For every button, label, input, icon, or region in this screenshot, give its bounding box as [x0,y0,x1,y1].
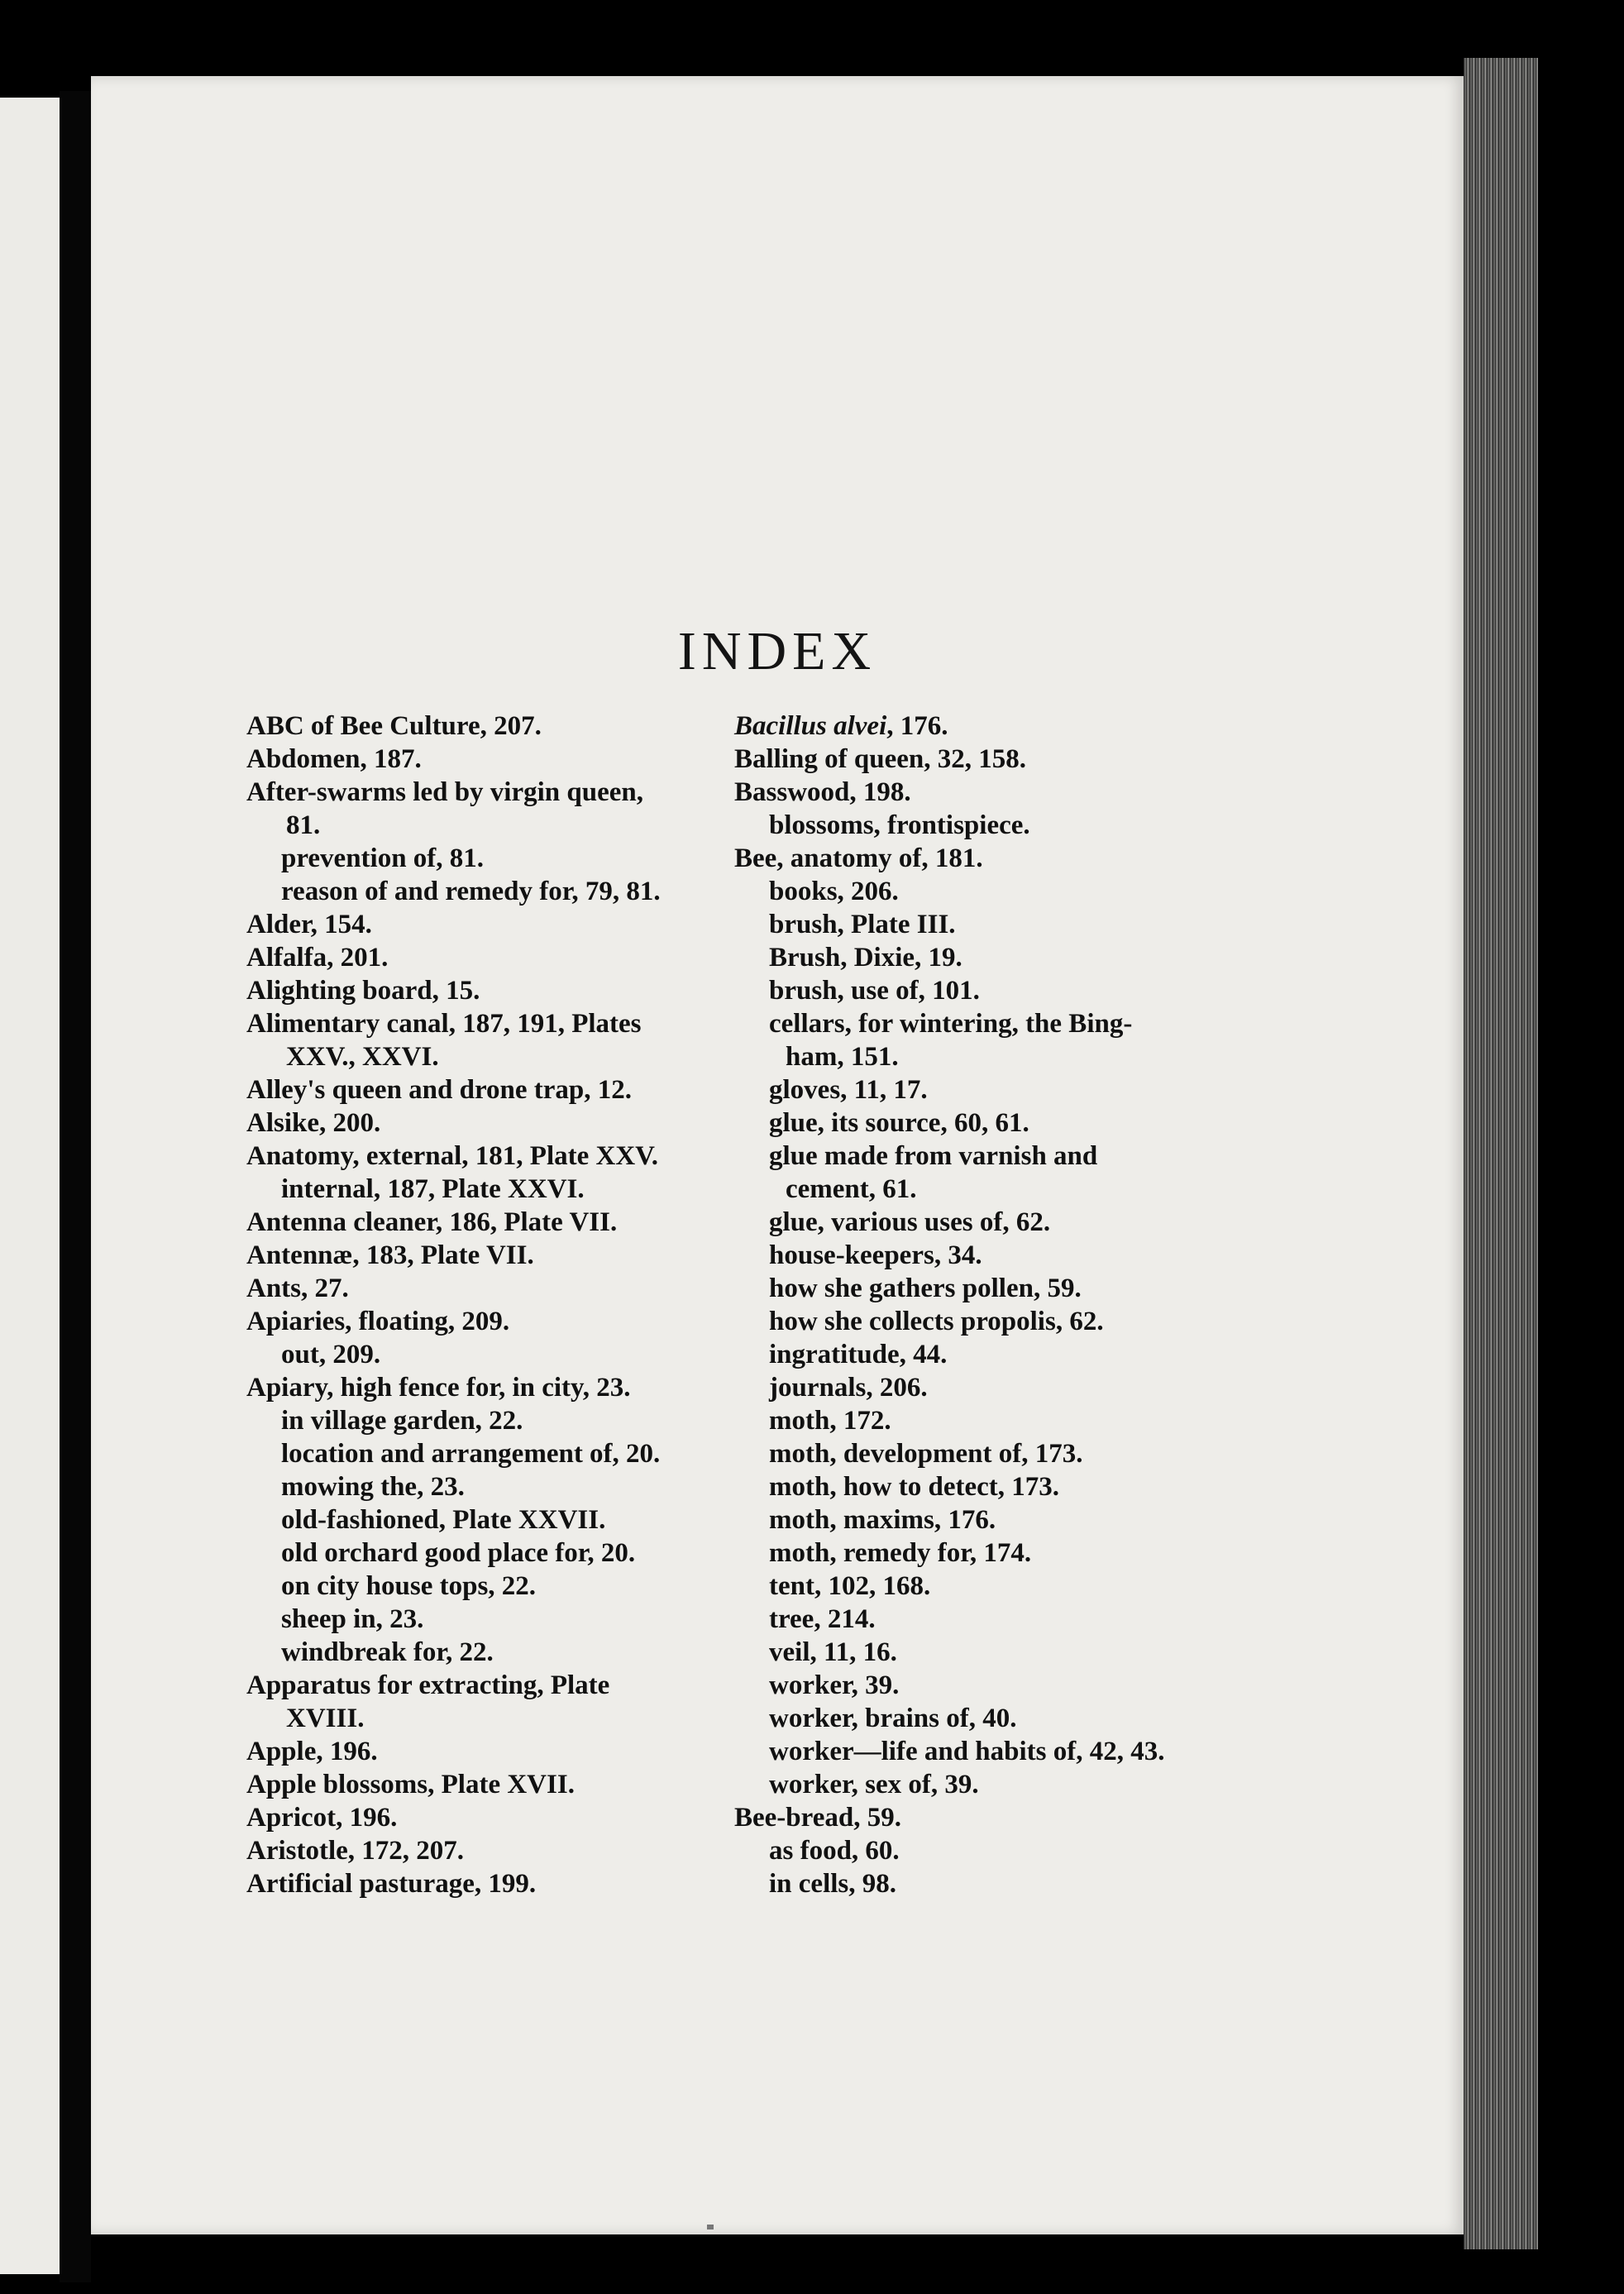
index-entry: on city house tops, 22. [281,1571,537,1601]
index-entry: cellars, for wintering, the Bing- [769,1009,1133,1039]
index-entry: reason of and remedy for, 79, 81. [281,877,661,906]
index-entry: Abdomen, 187. [246,744,422,774]
index-entry: books, 206. [769,877,899,906]
index-entry: Brush, Dixie, 19. [769,943,962,973]
index-entry: windbreak for, 22. [281,1637,494,1667]
index-entry [734,710,1247,743]
index-entry: worker, brains of, 40. [769,1704,1017,1733]
index-entry: 81. [286,810,321,840]
index-column-right [734,710,1247,1900]
index-entry-pages: , 176. [886,711,948,741]
index-entry: cement, 61. [786,1174,917,1204]
index-entry: glue, various uses of, 62. [769,1207,1051,1237]
index-entry: blossoms, frontispiece. [769,810,1030,840]
index-entry: mowing the, 23. [281,1472,465,1502]
index-entry: Alimentary canal, 187, 191, Plates [246,1009,642,1039]
index-entry: tent, 102, 168. [769,1571,931,1601]
index-entry: glue made from varnish and [769,1141,1098,1171]
index-entry: moth, development of, 173. [769,1439,1083,1469]
index-entry: Alder, 154. [246,910,372,939]
index-column-left [246,710,776,1900]
index-entry: Apiaries, floating, 209. [246,1307,510,1336]
index-entry: Anatomy, external, 181, Plate XXV. [246,1141,658,1171]
index-entry: Balling of queen, 32, 158. [734,744,1026,774]
index-entry: ABC of Bee Culture, 207. [246,711,542,741]
index-entry: glue, its source, 60, 61. [769,1108,1029,1138]
index-entry: Alley's queen and drone trap, 12. [246,1075,633,1105]
index-entry: brush, Plate III. [769,910,956,939]
index-entry: how she collects propolis, 62. [769,1307,1104,1336]
index-entry: Antennæ, 183, Plate VII. [246,1240,534,1270]
index-entry: Bee-bread, 59. [734,1803,901,1833]
index-entry: worker, sex of, 39. [769,1770,979,1799]
index-entry: ham, 151. [786,1042,899,1072]
index-entry: Aristotle, 172, 207. [246,1836,465,1866]
index-entry: in village garden, 22. [281,1406,523,1436]
scan-mark [707,2225,714,2229]
index-entry: Basswood, 198. [734,777,911,807]
index-entry: Apple, 196. [246,1737,378,1766]
index-entry: internal, 187, Plate XXVI. [281,1174,585,1204]
index-entry: Alighting board, 15. [246,976,480,1006]
page-title: INDEX [677,621,877,682]
book-gutter [60,91,91,2282]
index-entry: XVIII. [286,1704,365,1733]
index-entry: gloves, 11, 17. [769,1075,928,1105]
index-entry: brush, use of, 101. [769,976,980,1006]
index-entry: old-fashioned, Plate XXVII. [281,1505,606,1535]
index-entry: old orchard good place for, 20. [281,1538,636,1568]
index-entry: location and arrangement of, 20. [281,1439,661,1469]
index-entry: sheep in, 23. [281,1604,424,1634]
scan-border [1538,50,1624,2294]
index-entry: XXV., XXVI. [286,1042,439,1072]
index-entry: moth, remedy for, 174. [769,1538,1032,1568]
index-entry: ingratitude, 44. [769,1340,948,1369]
index-entry: Antenna cleaner, 186, Plate VII. [246,1207,618,1237]
index-entry: veil, 11, 16. [769,1637,897,1667]
index-entry-italic-term: Bacillus alvei [734,711,887,741]
index-entry: worker, 39. [769,1670,900,1700]
facing-page-edge [0,98,60,2274]
index-entry: how she gathers pollen, 59. [769,1274,1082,1303]
index-entry: journals, 206. [769,1373,928,1403]
index-entry: prevention of, 81. [281,844,485,873]
index-entry: Apricot, 196. [246,1803,398,1833]
index-entry: Bee, anatomy of, 181. [734,844,983,873]
index-entry: Artificial pasturage, 199. [246,1869,537,1899]
index-entry: Apple blossoms, Plate XVII. [246,1770,575,1799]
index-entry: in cells, 98. [769,1869,896,1899]
index-entry: After-swarms led by virgin queen, [246,777,643,807]
index-entry: house-keepers, 34. [769,1240,982,1270]
index-entry: moth, 172. [769,1406,891,1436]
index-entry: tree, 214. [769,1604,876,1634]
index-entry: Ants, 27. [246,1274,349,1303]
index-entry: Apiary, high fence for, in city, 23. [246,1373,631,1403]
index-entry: moth, how to detect, 173. [769,1472,1060,1502]
index-entry: worker—life and habits of, 42, 43. [769,1737,1165,1766]
index-entry: Alfalfa, 201. [246,943,389,973]
index-entry: as food, 60. [769,1836,900,1866]
index-entry: moth, maxims, 176. [769,1505,996,1535]
index-entry: Alsike, 200. [246,1108,381,1138]
index-entry: Apparatus for extracting, Plate [246,1670,610,1700]
index-entry: out, 209. [281,1340,381,1369]
